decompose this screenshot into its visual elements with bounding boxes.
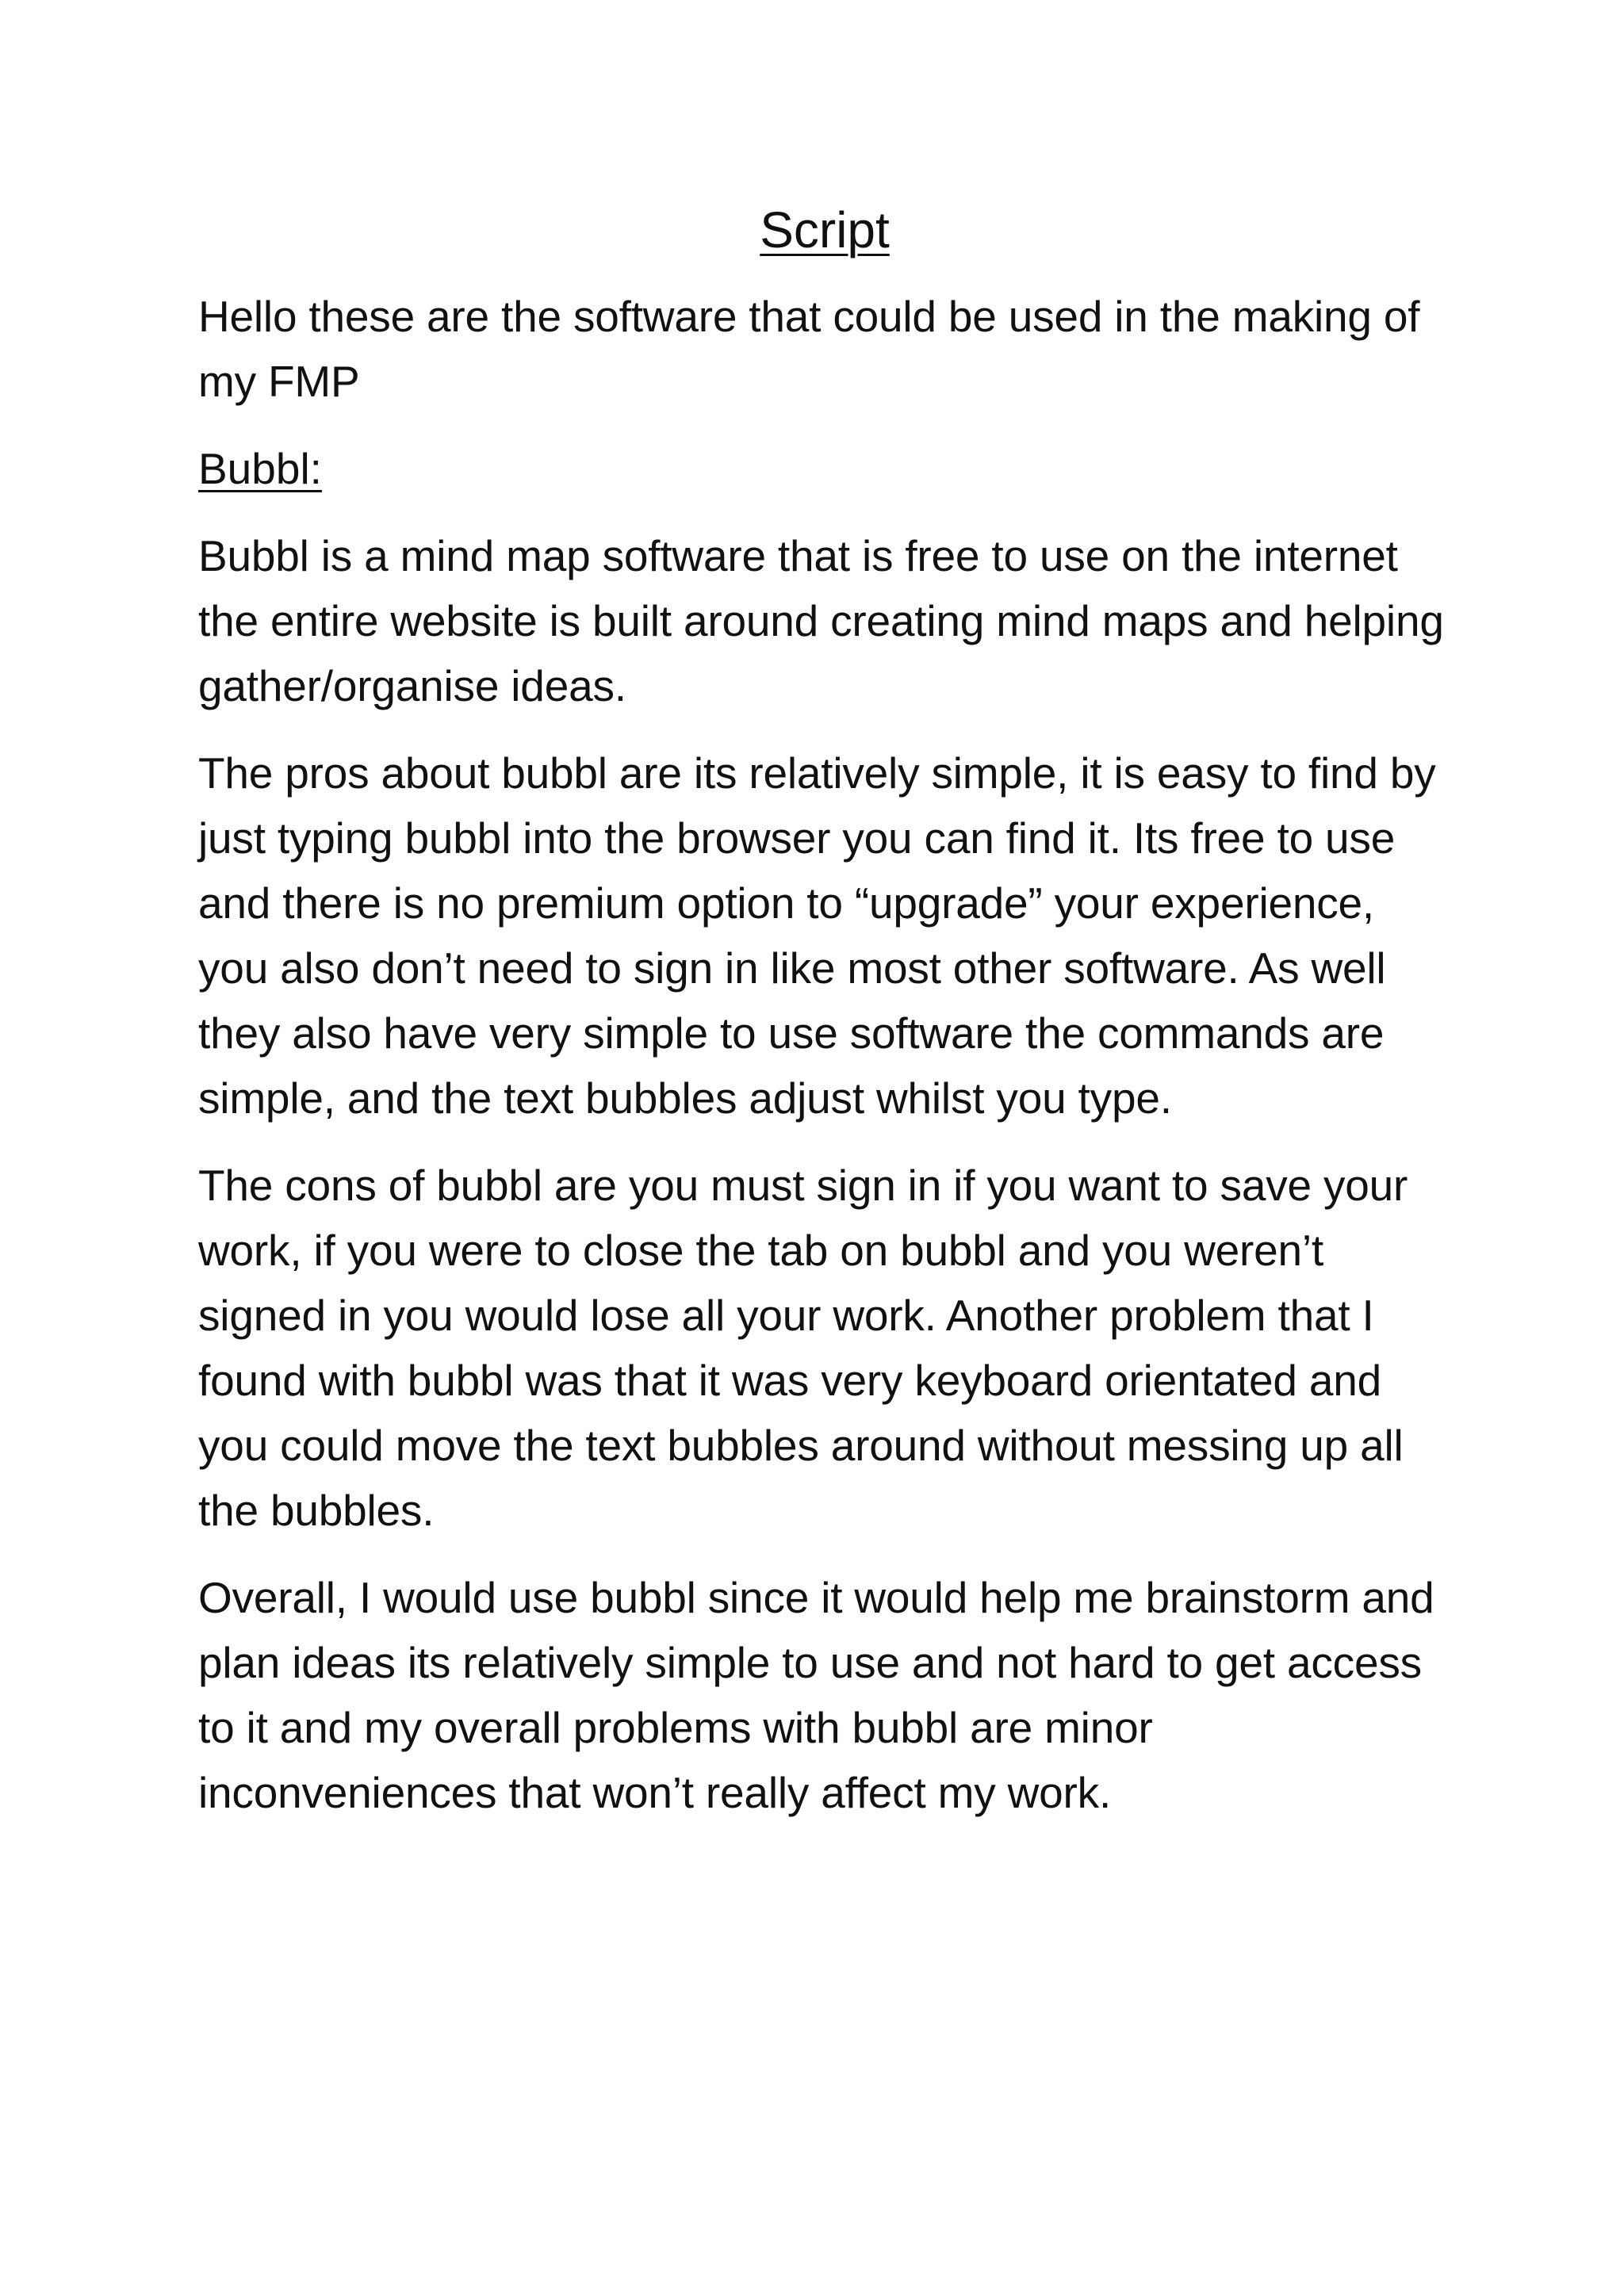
document-body	[198, 198, 1451, 1847]
intro-paragraph: Hello these are the software that could be used in the making of my FMP	[198, 292, 1420, 406]
section-heading-wrapper	[198, 436, 1451, 523]
page-title-text: Script	[760, 201, 890, 258]
section-heading: Bubbl:	[198, 444, 322, 493]
paragraph-pros: The pros about bubbl are its relatively simple, it is easy to find by just typing bubbl into the browser you can find it. Its free to use and there is no premium option to “upgrade” your experience, you also don’t need to sign in like most other software. As well they also have very simple to use software the commands are simple, and the text bubbles adjust whilst you type.	[198, 748, 1436, 1123]
page-title	[198, 198, 1451, 262]
paragraph-cons: The cons of bubbl are you must sign in if you want to save your work, if you were to close the tab on bubbl and you weren’t signed in you would lose all your work. Another problem that I found with bubbl was that it was very keyboard orientated and you could move the text bubbles around without messing up all the bubbles.	[198, 1161, 1408, 1535]
paragraph-description: Bubbl is a mind map software that is free to use on the internet the entire website is built around creating mind maps and helping gather/organise ideas.	[198, 531, 1444, 710]
paragraph-overall: Overall, I would use bubbl since it would help me brainstorm and plan ideas its relatively simple to use and not hard to get access to it and my overall problems with bubbl are minor inconveniences that won’t really affect my work.	[198, 1573, 1434, 1817]
